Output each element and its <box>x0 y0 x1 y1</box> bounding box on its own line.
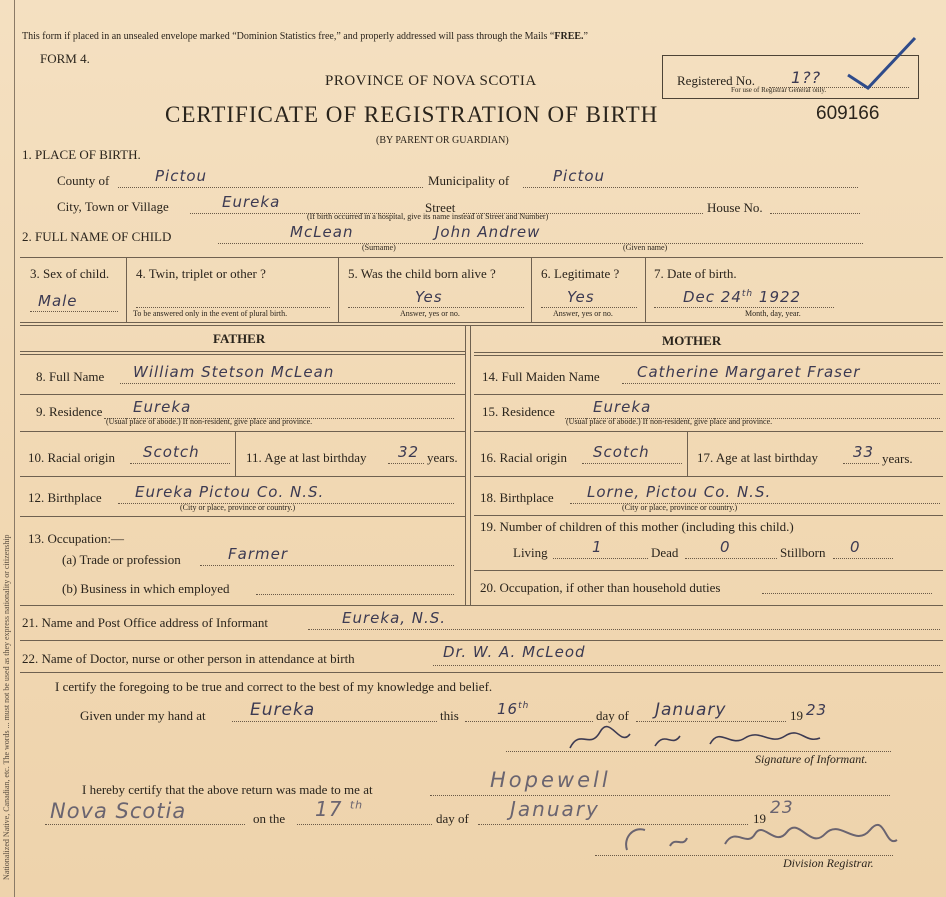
father-business-label: (b) Business in which employed <box>62 581 230 596</box>
certify-day-value: 16th <box>497 700 530 718</box>
living-value: 1 <box>592 538 603 556</box>
mother-residence-note: (Usual place of abode.) If non-resident, give place and province. <box>566 417 773 426</box>
check-mark-icon <box>840 30 920 100</box>
municipality-label: Municipality of <box>428 173 510 188</box>
twin-note: To be answered only in the event of plural birth. <box>133 309 288 318</box>
mother-racial-label: 16. Racial origin <box>480 450 568 465</box>
this-label: this <box>440 708 459 723</box>
margin-rule <box>14 0 15 897</box>
certify-year-prefix: 19 <box>790 708 803 723</box>
registered-label: Registered No. <box>677 73 755 88</box>
dead-value: 0 <box>720 538 731 556</box>
father-birthplace-label: 12. Birthplace <box>28 490 102 505</box>
legitimate-note: Answer, yes or no. <box>553 309 613 318</box>
father-racial-label: 10. Racial origin <box>28 450 116 465</box>
father-name-label: 8. Full Name <box>36 369 105 384</box>
alive-label: 5. Was the child born alive ? <box>348 266 496 281</box>
sex-value: Male <box>38 292 78 310</box>
registrar-signature <box>615 818 905 860</box>
living-label: Living <box>513 545 548 560</box>
registrar-year-value: 23 <box>770 798 794 818</box>
envelope-note: This form if placed in an unsealed envelope marked “Dominion Statistics free,” and properly addressed will pass through the Mails “FREE.” <box>22 31 588 42</box>
registrar-use-note: For use of Registrar General only. <box>731 86 827 94</box>
doctor-label: 22. Name of Doctor, nurse or other person in attendance at birth <box>22 651 355 666</box>
father-name-value: William Stetson McLean <box>133 363 335 381</box>
city-label: City, Town or Village <box>57 199 169 214</box>
mother-name-label: 14. Full Maiden Name <box>482 369 600 384</box>
mother-birthplace-label: 18. Birthplace <box>480 490 554 505</box>
stillborn-value: 0 <box>850 538 861 556</box>
father-age-value: 32 <box>398 443 420 461</box>
registrar-text: I hereby certify that the above return was made to me at <box>82 782 373 797</box>
child-name-label: 2. FULL NAME OF CHILD <box>22 229 172 244</box>
surname-note: (Surname) <box>362 243 396 252</box>
legitimate-label: 6. Legitimate ? <box>541 266 620 281</box>
registrar-place-value: Hopewell <box>490 768 611 792</box>
sex-label: 3. Sex of child. <box>30 266 110 281</box>
mother-racial-value: Scotch <box>593 443 650 461</box>
legitimate-value: Yes <box>567 288 595 306</box>
given-under-label: Given under my hand at <box>80 708 206 723</box>
municipality-value: Pictou <box>553 167 606 185</box>
alive-note: Answer, yes or no. <box>400 309 460 318</box>
mother-birthplace-note: (City or place, province or country.) <box>622 503 738 512</box>
child-surname-value: McLean <box>290 223 354 241</box>
county-value: Pictou <box>155 167 208 185</box>
certificate-number: 609166 <box>816 103 880 124</box>
date-label: 7. Date of birth. <box>654 266 737 281</box>
registrar-month-value: January <box>510 797 600 821</box>
dead-label: Dead <box>651 545 679 560</box>
registrar-on-label: on the <box>253 811 286 826</box>
father-residence-label: 9. Residence <box>36 404 103 419</box>
side-margin-text: Nationalized Native, Canadian, etc. The words ... must not be used as they express nationality or citizenship <box>2 534 11 880</box>
informant-label: 21. Name and Post Office address of Informant <box>22 615 268 630</box>
father-residence-value: Eureka <box>133 398 192 416</box>
mother-residence-value: Eureka <box>593 398 652 416</box>
registrar-day-value: 17 $^{th}$ <box>315 797 364 821</box>
registrar-day-of-label: day of <box>436 811 469 826</box>
mother-age-value: 33 <box>853 443 875 461</box>
mother-age-label: 17. Age at last birthday <box>697 450 818 465</box>
date-note: Month, day, year. <box>745 309 801 318</box>
stillborn-label: Stillborn <box>780 545 826 560</box>
given-note: (Given name) <box>623 243 668 252</box>
alive-value: Yes <box>415 288 443 306</box>
given-place-value: Eureka <box>250 700 316 720</box>
father-birthplace-value: Eureka Pictou Co. N.S. <box>135 483 325 501</box>
place-heading: 1. PLACE OF BIRTH. <box>22 147 141 162</box>
twin-label: 4. Twin, triplet or other ? <box>136 266 266 281</box>
city-value: Eureka <box>222 193 281 211</box>
certify-day-of-label: day of <box>596 708 629 723</box>
registrar-year-prefix: 19 <box>753 811 766 826</box>
house-label: House No. <box>707 200 763 215</box>
province-heading: PROVINCE OF NOVA SCOTIA <box>325 73 537 89</box>
mother-name-value: Catherine Margaret Fraser <box>637 363 861 381</box>
mother-heading: MOTHER <box>662 333 722 348</box>
doctor-value: Dr. W. A. McLeod <box>443 643 586 661</box>
certify-month-value: January <box>655 700 727 720</box>
registrar-signature-caption: Division Registrar. <box>783 856 874 870</box>
informant-signature-caption: Signature of Informant. <box>755 752 868 766</box>
mother-residence-label: 15. Residence <box>482 404 555 419</box>
street-label: Street <box>425 200 456 215</box>
registered-value: 1?? <box>791 68 822 87</box>
county-label: County of <box>57 173 110 188</box>
subtitle: (BY PARENT OR GUARDIAN) <box>376 135 509 146</box>
father-birthplace-note: (City or place, province or country.) <box>180 503 296 512</box>
father-racial-value: Scotch <box>143 443 200 461</box>
certify-year-value: 23 <box>806 701 828 719</box>
hospital-note: (If birth occurred in a hospital, give its name instead of Street and Number) <box>307 212 549 221</box>
child-given-value: John Andrew <box>435 223 541 241</box>
page-title: CERTIFICATE OF REGISTRATION OF BIRTH <box>165 102 659 127</box>
mother-occupation-label: 20. Occupation, if other than household duties <box>480 580 721 595</box>
mother-age-suffix: years. <box>882 451 913 466</box>
father-residence-note: (Usual place of abode.) If non-resident, give place and province. <box>106 417 313 426</box>
date-value: Dec 24th 1922 <box>683 288 802 306</box>
father-age-label: 11. Age at last birthday <box>246 450 367 465</box>
father-trade-value: Farmer <box>228 545 288 563</box>
father-trade-label: (a) Trade or profession <box>62 552 181 567</box>
father-age-suffix: years. <box>427 450 458 465</box>
father-occupation-label: 13. Occupation:— <box>28 531 125 546</box>
registrar-province-value: Nova Scotia <box>50 799 187 823</box>
informant-value: Eureka, N.S. <box>342 609 447 627</box>
mother-birthplace-value: Lorne, Pictou Co. N.S. <box>587 483 772 501</box>
certify-text: I certify the foregoing to be true and correct to the best of my knowledge and belief. <box>55 679 493 694</box>
father-heading: FATHER <box>213 331 266 346</box>
mother-children-label: 19. Number of children of this mother (including this child.) <box>480 519 794 534</box>
form-number: FORM 4. <box>40 51 90 66</box>
